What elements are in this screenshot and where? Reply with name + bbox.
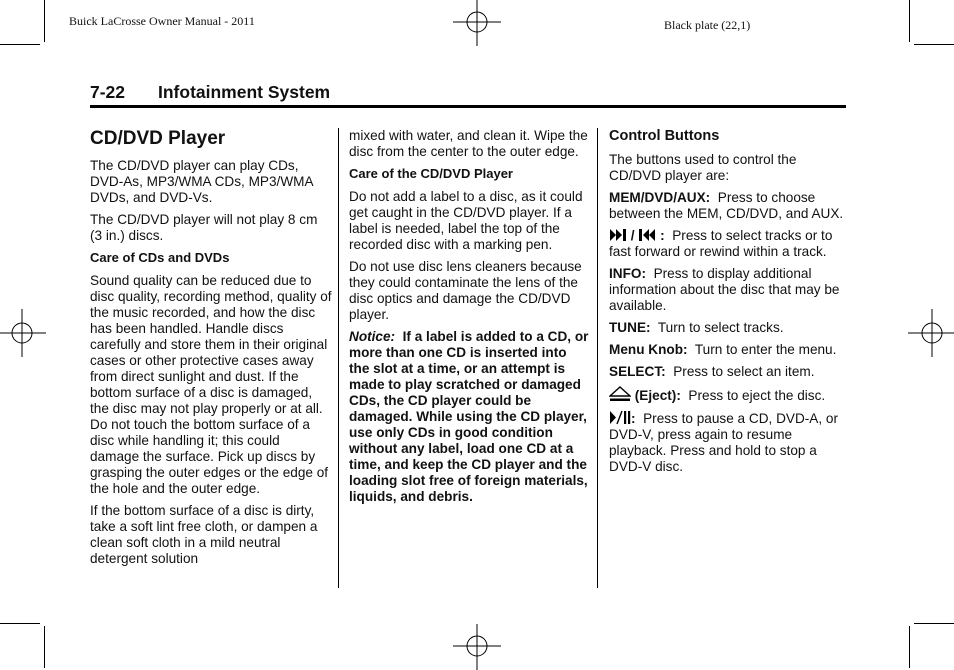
control-text: Press to choose between the MEM, CD/DVD, and AUX. — [609, 190, 844, 221]
column-divider — [338, 128, 339, 588]
column-3 — [609, 128, 849, 481]
control-text: Press to select an item. — [673, 364, 815, 379]
control-item — [609, 190, 849, 222]
control-item: / : Press to select tracks or to fast forward or rewind within a track. — [609, 228, 833, 259]
control-item — [609, 342, 849, 358]
registration-mark-icon — [453, 0, 501, 48]
subheading: Control Buttons — [609, 128, 720, 144]
crop-mark — [909, 0, 910, 42]
control-text: Press to eject the disc. — [688, 388, 826, 403]
control-text: Turn to select tracks. — [657, 320, 784, 335]
control-text: Turn to enter the menu. — [694, 342, 837, 357]
column-1 — [90, 128, 332, 573]
control-label: MEM/DVD/AUX: — [609, 190, 711, 205]
control-item — [609, 320, 849, 336]
play-pause-icon — [609, 410, 631, 425]
section-title: Infotainment System — [158, 82, 331, 102]
crop-mark — [0, 623, 40, 624]
paragraph: mixed with water, and clean it. Wipe the disc from the center to the outer edge. — [349, 128, 588, 159]
section-header — [90, 81, 846, 108]
manual-title: Buick LaCrosse Owner Manual - 2011 — [69, 14, 255, 28]
page-number: 7-22 — [90, 82, 126, 102]
control-item — [609, 386, 849, 404]
control-item — [609, 410, 849, 475]
subheading: Care of CDs and DVDs — [90, 250, 230, 265]
notice-text: If a label is added to a CD, or more than one CD is inserted into the slot at a time, or an attempt is made to play scratched or damaged CDs, the CD player could be damaged. While using the CD player, use only CDs in good condition without any label, load one CD at a time, and keep the CD player and the loading slot free of foreign materials, liquids, and debris. — [349, 329, 589, 504]
paragraph: The CD/DVD player will not play 8 cm (3 in.) discs. — [90, 212, 318, 243]
control-text: Press to pause a CD, DVD-A, or DVD-V, press again to resume playback. Press and hold to stop a DVD-V disc. — [609, 411, 839, 474]
seek-back-icon — [638, 228, 656, 242]
control-text: Press to display additional information about the disc that may be available. — [609, 266, 840, 313]
column-2 — [349, 128, 589, 511]
page-title: CD/DVD Player — [90, 128, 226, 149]
control-label: Menu Knob: — [609, 342, 688, 357]
notice-label: Notice: — [349, 329, 396, 344]
control-label: : — [631, 411, 636, 426]
paragraph: The CD/DVD player can play CDs, DVD-As, MP3/WMA CDs, MP3/WMA DVDs, and DVD-Vs. — [90, 158, 313, 205]
crop-mark — [0, 44, 40, 45]
plate-label: Black plate (22,1) — [664, 18, 751, 32]
control-label: SELECT: — [609, 364, 666, 379]
registration-mark-icon — [906, 309, 954, 357]
control-item — [609, 364, 849, 380]
crop-mark — [44, 0, 45, 42]
control-label: TUNE: — [609, 320, 651, 335]
control-label: INFO: — [609, 266, 646, 281]
crop-mark — [914, 623, 954, 624]
control-label: (Eject): — [634, 388, 681, 403]
subheading: Care of the CD/DVD Player — [349, 166, 513, 181]
paragraph: Do not add a label to a disc, as it could get caught in the CD/DVD player. If a label is needed, label the top of the recorded disc with a marking pen. — [349, 189, 583, 252]
registration-mark-icon — [0, 309, 48, 357]
control-item — [609, 266, 849, 314]
notice-paragraph — [349, 329, 589, 505]
paragraph: If the bottom surface of a disc is dirty, take a soft lint free cloth, or dampen a clean soft cloth in a mild neutral detergent solution — [90, 503, 318, 566]
paragraph: Sound quality can be reduced due to disc quality, recording method, quality of the music recorded, and how the disc has been handled. Handle discs carefully and store them in their original cases or other protective cases away from direct sunlight and dust. If the bottom surface of a disc is damaged, the disc may not play properly or at all. Do not touch the bottom surface of a disc while handling it; this could damage the surface. Pick up discs by grasping the outer edges or the edge of the hole and the outer edge. — [90, 273, 332, 496]
crop-mark — [909, 626, 910, 668]
crop-mark — [914, 44, 954, 45]
paragraph: The buttons used to control the CD/DVD player are: — [609, 152, 797, 183]
eject-icon — [609, 386, 631, 402]
column-divider — [597, 128, 598, 588]
registration-mark-icon — [453, 622, 501, 670]
seek-forward-icon — [609, 228, 627, 242]
control-text: Press to select tracks or to fast forward or rewind within a track. — [609, 228, 833, 259]
paragraph: Do not use disc lens cleaners because they could contaminate the lens of the disc optics and damage the CD/DVD player. — [349, 259, 582, 322]
crop-mark — [44, 626, 45, 668]
